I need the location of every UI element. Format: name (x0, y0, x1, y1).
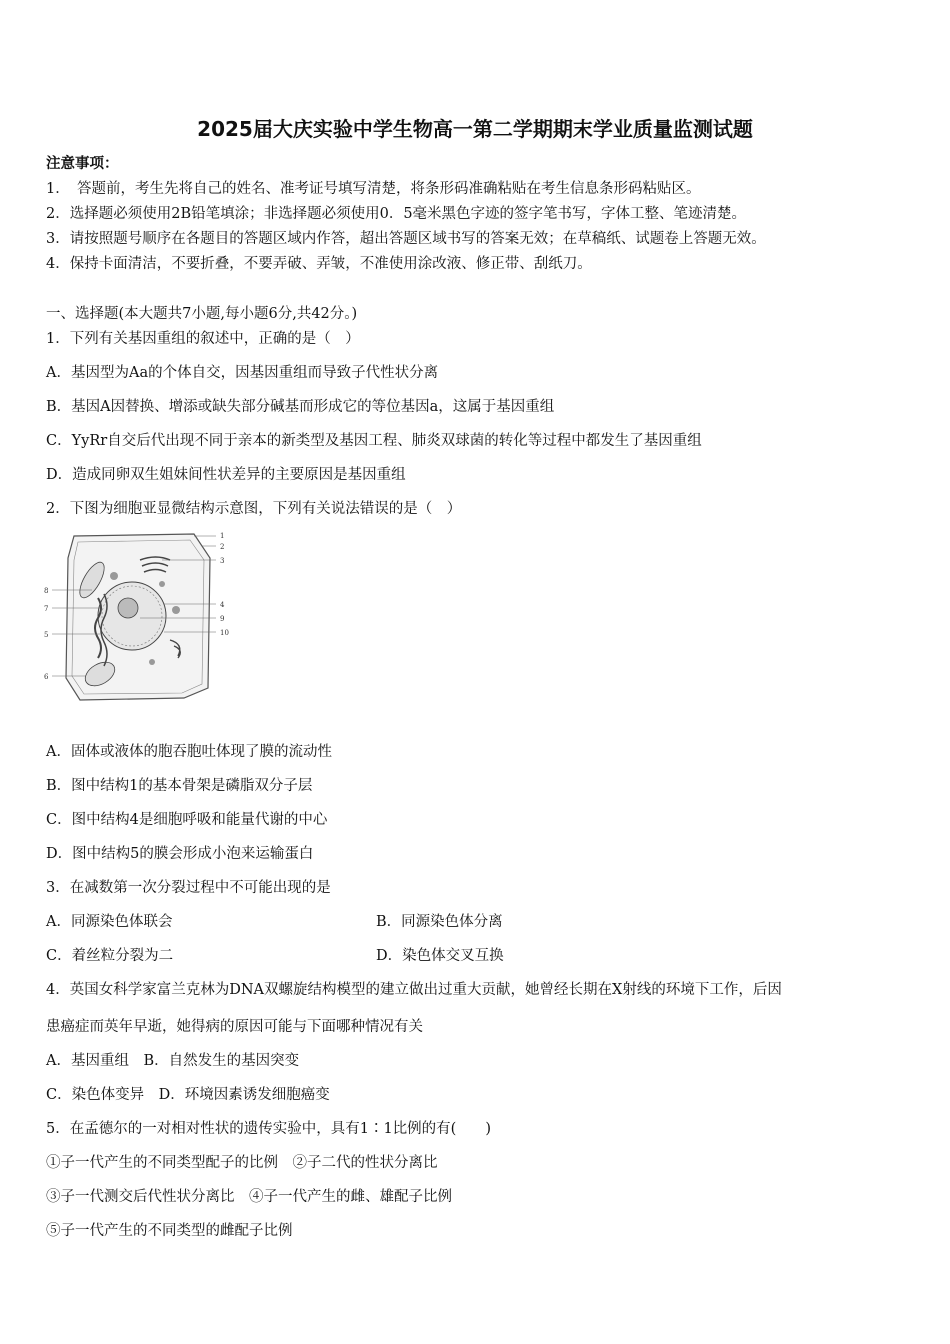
q4-stem-line1: 4．英国女科学家富兰克林为DNA双螺旋结构模型的建立做出过重大贡献，她曾经长期在X射线的环境下工作，后因 (46, 982, 782, 998)
q2-option-c: C．图中结构4是细胞呼吸和能量代谢的中心 (46, 812, 328, 828)
q1-option-c: C．YyRr自交后代出现不同于亲本的新类型及基因工程、肺炎双球菌的转化等过程中都发生了基因重组 (46, 433, 702, 449)
label-7: 7 (44, 605, 49, 613)
q5-line-2: ③子一代测交后代性状分离比 ④子一代产生的雌、雄配子比例 (46, 1189, 452, 1205)
label-8: 8 (44, 587, 49, 595)
label-10: 10 (220, 629, 229, 637)
notice-heading: 注意事项： (46, 155, 119, 172)
q3-option-a: A．同源染色体联会 (46, 914, 173, 930)
q3-option-b: B．同源染色体分离 (376, 914, 503, 930)
label-3: 3 (220, 557, 225, 565)
label-6: 6 (44, 673, 49, 681)
q2-stem: 2．下图为细胞亚显微结构示意图，下列有关说法错误的是（ ） (46, 501, 462, 517)
page-title: 2025届大庆实验中学生物高一第二学期期末学业质量监测试题 (197, 117, 753, 141)
q5-stem: 5．在孟德尔的一对相对性状的遗传实验中，具有1∶1比例的有( ) (46, 1121, 491, 1137)
q5-line-3: ⑤子一代产生的不同类型的雌配子比例 (46, 1223, 293, 1239)
q1-stem: 1．下列有关基因重组的叙述中，正确的是（ ） (46, 331, 360, 347)
q1-option-a: A．基因型为Aa的个体自交，因基因重组而导致子代性状分离 (46, 365, 439, 381)
label-2: 2 (220, 543, 225, 551)
notice-item-4: 4．保持卡面清洁，不要折叠，不要弄破、弄皱，不准使用涂改液、修正带、刮纸刀。 (46, 256, 592, 272)
q5-line-1: ①子一代产生的不同类型配子的比例 ②子二代的性状分离比 (46, 1155, 438, 1171)
cell-diagram (44, 528, 240, 708)
label-1: 1 (220, 532, 225, 540)
notice-item-1: 1． 答题前，考生先将自己的姓名、准考证号填写清楚，将条形码准确粘贴在考生信息条形码粘贴区。 (46, 181, 701, 197)
section-heading: 一、选择题(本大题共7小题,每小题6分,共42分。) (46, 306, 358, 322)
label-4: 4 (220, 601, 225, 609)
label-9: 9 (220, 615, 225, 623)
q1-option-b: B．基因A因替换、增添或缺失部分碱基而形成它的等位基因a，这属于基因重组 (46, 399, 555, 415)
q3-stem: 3．在减数第一次分裂过程中不可能出现的是 (46, 880, 331, 896)
q3-option-c: C．着丝粒分裂为二 (46, 948, 174, 964)
label-5: 5 (44, 631, 49, 639)
q3-option-d: D．染色体交叉互换 (376, 948, 504, 964)
q2-option-d: D．图中结构5的膜会形成小泡来运输蛋白 (46, 846, 314, 862)
q4-options-ab: A．基因重组 B．自然发生的基因突变 (46, 1053, 300, 1069)
q2-option-b: B．图中结构1的基本骨架是磷脂双分子层 (46, 778, 313, 794)
notice-item-3: 3．请按照题号顺序在各题目的答题区域内作答，超出答题区域书写的答案无效；在草稿纸、试题卷上答题无效。 (46, 231, 766, 247)
q2-option-a: A．固体或液体的胞吞胞吐体现了膜的流动性 (46, 744, 332, 760)
q1-option-d: D．造成同卵双生姐妹间性状差异的主要原因是基因重组 (46, 467, 406, 483)
notice-item-2: 2．选择题必须使用2B铅笔填涂；非选择题必须使用0．5毫米黑色字迹的签字笔书写，字体工整、笔迹清楚。 (46, 206, 747, 222)
q4-stem-line2: 患癌症而英年早逝，她得病的原因可能与下面哪种情况有关 (46, 1019, 423, 1035)
q4-options-cd: C．染色体变异 D．环境因素诱发细胞癌变 (46, 1087, 330, 1103)
